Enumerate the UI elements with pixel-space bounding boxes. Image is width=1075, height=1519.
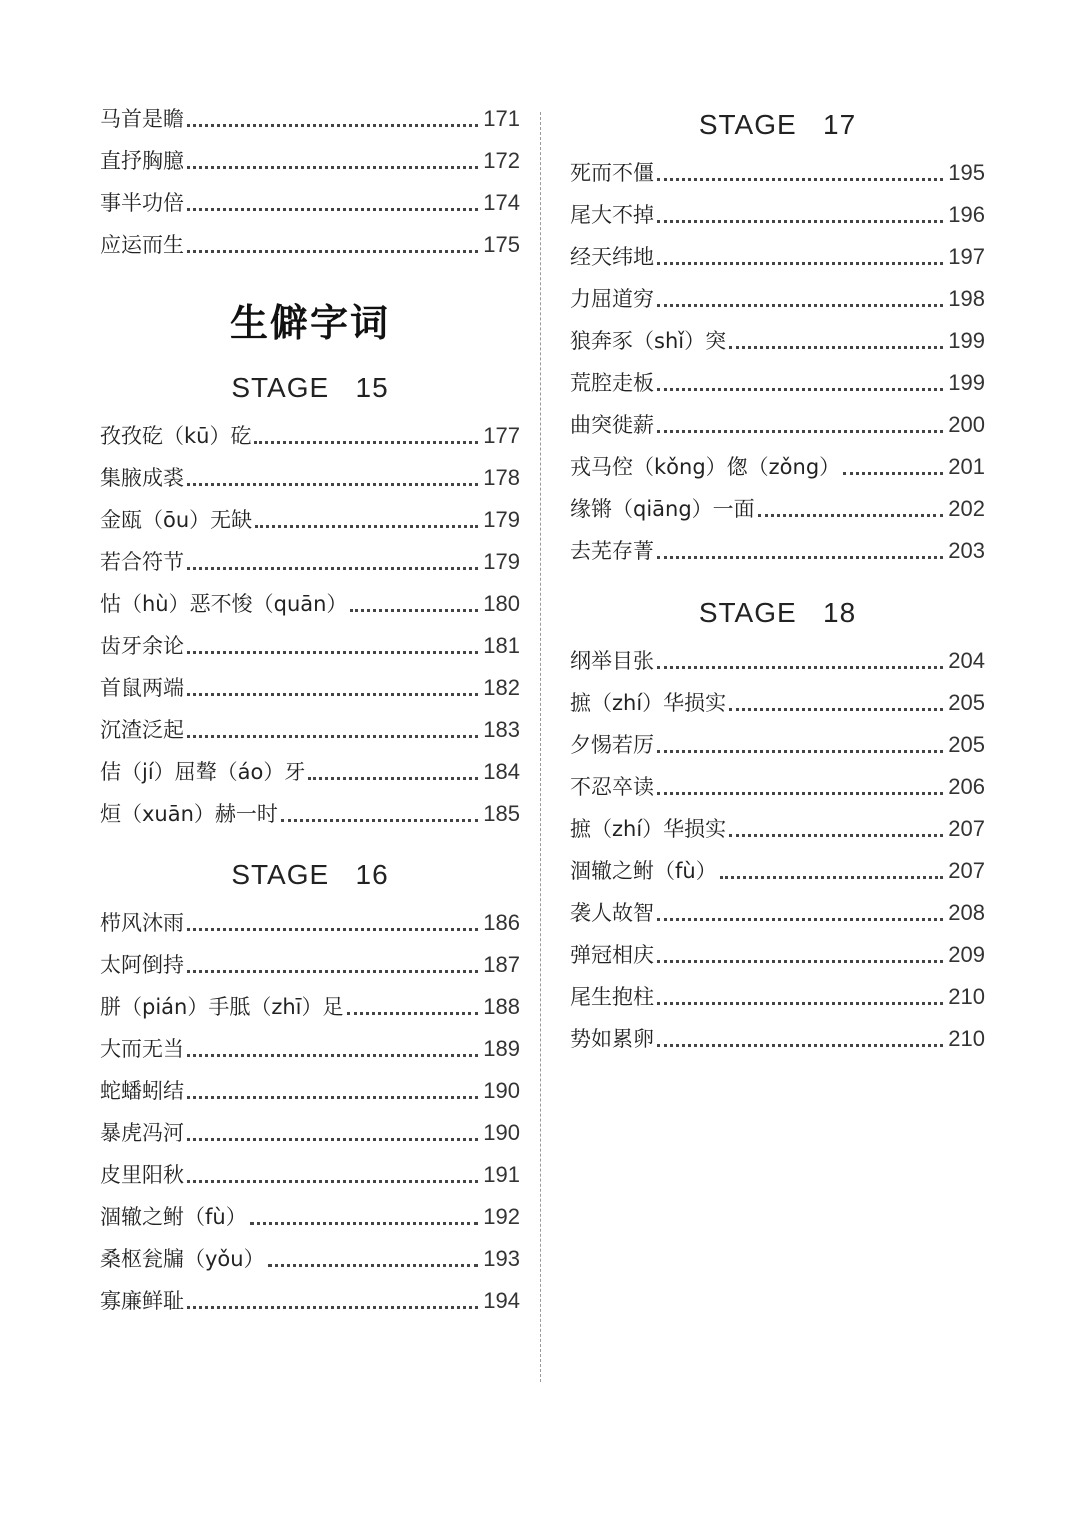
entry-page-number: 203 xyxy=(948,538,985,563)
entry-title: 桑枢瓮牖（yǒu） xyxy=(100,1247,265,1271)
entry-page-number: 207 xyxy=(948,858,985,883)
entry-title: 皮里阳秋 xyxy=(100,1163,184,1187)
entry-title: 势如累卵 xyxy=(570,1027,654,1051)
entry-page-number: 209 xyxy=(948,942,985,967)
dot-leader xyxy=(250,1222,479,1225)
entry-title: 孜孜矻（kū）矻 xyxy=(100,424,252,448)
toc-entry[interactable] xyxy=(100,799,520,829)
entry-title: 太阿倒持 xyxy=(100,953,184,977)
entry-page-number: 205 xyxy=(948,732,985,757)
entry-page-number: 177 xyxy=(483,423,520,448)
entry-title: 事半功倍 xyxy=(100,191,184,215)
entry-page-number: 175 xyxy=(483,232,520,257)
section-title: 生僻字词 xyxy=(229,301,390,345)
toc-entry[interactable] xyxy=(100,757,520,787)
toc-entry[interactable] xyxy=(100,589,520,619)
entry-title: 荒腔走板 xyxy=(570,371,654,395)
entry-title: 直抒胸臆 xyxy=(100,149,184,173)
toc-entry[interactable] xyxy=(100,1202,520,1232)
dot-leader xyxy=(657,178,943,181)
entry-title: 狼奔豕（shǐ）突 xyxy=(570,329,727,353)
toc-entry[interactable] xyxy=(100,1244,520,1274)
entry-title: 首鼠两端 xyxy=(100,676,184,700)
dot-leader xyxy=(187,250,478,253)
entry-title: 蛇蟠蚓结 xyxy=(100,1079,184,1103)
dot-leader xyxy=(187,928,478,931)
toc-entry[interactable] xyxy=(570,452,985,482)
dot-leader xyxy=(657,556,943,559)
dot-leader xyxy=(187,124,478,127)
entry-title: 应运而生 xyxy=(100,233,184,257)
entry-page-number: 210 xyxy=(948,1026,985,1051)
toc-entry[interactable] xyxy=(100,1160,520,1190)
entry-page-number: 185 xyxy=(483,801,520,826)
toc-entry[interactable] xyxy=(100,1286,520,1316)
dot-leader xyxy=(187,483,478,486)
entry-title: 纲举目张 xyxy=(570,649,654,673)
toc-entry[interactable] xyxy=(100,547,520,577)
dot-leader xyxy=(657,918,943,921)
entry-page-number: 208 xyxy=(948,900,985,925)
dot-leader xyxy=(657,960,943,963)
stage-18-heading: STAGE 18 xyxy=(698,597,857,628)
entry-page-number: 205 xyxy=(948,690,985,715)
entry-page-number: 210 xyxy=(948,984,985,1009)
dot-leader xyxy=(187,651,478,654)
toc-entry[interactable] xyxy=(570,688,985,718)
entry-title: 袭人故智 xyxy=(570,901,654,925)
dot-leader xyxy=(720,876,944,879)
toc-entry[interactable] xyxy=(570,856,985,886)
dot-leader xyxy=(657,1002,943,1005)
toc-entry[interactable] xyxy=(570,982,985,1012)
dot-leader xyxy=(187,166,478,169)
toc-entry[interactable] xyxy=(100,463,520,493)
entry-title: 尾大不掉 xyxy=(570,203,654,227)
entry-page-number: 174 xyxy=(483,190,520,215)
entry-title: 涸辙之鲋（fù） xyxy=(100,1205,247,1229)
entry-title: 栉风沐雨 xyxy=(100,911,184,935)
entry-page-number: 189 xyxy=(483,1036,520,1061)
dot-leader xyxy=(657,304,943,307)
entry-page-number: 195 xyxy=(948,160,985,185)
entry-title: 缘锵（qiāng）一面 xyxy=(570,497,755,521)
stage-15-heading: STAGE 15 xyxy=(231,372,389,403)
entry-page-number: 198 xyxy=(948,286,985,311)
entry-page-number: 199 xyxy=(948,370,985,395)
entry-page-number: 206 xyxy=(948,774,985,799)
toc-entry[interactable] xyxy=(100,188,520,218)
dot-leader xyxy=(268,1264,479,1267)
dot-leader xyxy=(254,441,478,444)
toc-entry[interactable] xyxy=(570,368,985,398)
toc-entry[interactable] xyxy=(570,730,985,760)
toc-entry[interactable] xyxy=(100,1076,520,1106)
entry-page-number: 190 xyxy=(483,1078,520,1103)
toc-entry[interactable] xyxy=(100,673,520,703)
dot-leader xyxy=(255,525,478,528)
entry-page-number: 186 xyxy=(483,910,520,935)
entry-page-number: 171 xyxy=(483,106,520,131)
entry-page-number: 187 xyxy=(483,952,520,977)
entry-page-number: 183 xyxy=(483,717,520,742)
entry-title: 戎马倥（kǒng）偬（zǒng） xyxy=(570,455,841,479)
entry-title: 沉渣泛起 xyxy=(100,718,184,742)
toc-entry[interactable] xyxy=(100,421,520,451)
entry-title: 金瓯（ōu）无缺 xyxy=(100,508,253,532)
entry-title: 力屈道穷 xyxy=(570,287,654,311)
toc-entry[interactable] xyxy=(570,814,985,844)
entry-title: 烜（xuān）赫一时 xyxy=(100,802,278,826)
entry-page-number: 181 xyxy=(483,633,520,658)
entry-title: 佶（jí）屈聱（áo）牙 xyxy=(100,760,306,784)
entry-page-number: 193 xyxy=(483,1246,520,1271)
entry-title: 马首是瞻 xyxy=(100,107,184,131)
entry-page-number: 200 xyxy=(948,412,985,437)
toc-entry[interactable] xyxy=(570,898,985,928)
dot-leader xyxy=(187,567,478,570)
dot-leader xyxy=(187,1096,478,1099)
dot-leader xyxy=(657,388,943,391)
entry-page-number: 179 xyxy=(483,549,520,574)
entry-page-number: 197 xyxy=(948,244,985,269)
entry-title: 摭（zhí）华损实 xyxy=(570,817,727,841)
toc-entry[interactable] xyxy=(570,158,985,188)
dot-leader xyxy=(657,792,943,795)
toc-entry[interactable] xyxy=(570,494,985,524)
entry-title: 去芜存菁 xyxy=(570,539,654,563)
toc-entry[interactable] xyxy=(100,230,520,260)
entry-page-number: 194 xyxy=(483,1288,520,1313)
dot-leader xyxy=(758,514,944,517)
toc-entry[interactable] xyxy=(570,940,985,970)
toc-entry[interactable] xyxy=(570,284,985,314)
toc-entry[interactable] xyxy=(570,200,985,230)
dot-leader xyxy=(281,819,478,822)
toc-entry[interactable] xyxy=(570,536,985,566)
entry-page-number: 192 xyxy=(483,1204,520,1229)
dot-leader xyxy=(657,430,943,433)
stage-16-heading: STAGE 16 xyxy=(231,859,389,890)
toc-entry[interactable] xyxy=(100,1118,520,1148)
entry-title: 若合符节 xyxy=(100,550,184,574)
dot-leader xyxy=(657,262,943,265)
dot-leader xyxy=(350,609,478,612)
column-divider xyxy=(540,112,541,1382)
dot-leader xyxy=(657,750,943,753)
entry-title: 怙（hù）恶不悛（quān） xyxy=(100,592,348,616)
toc-entry[interactable] xyxy=(100,631,520,661)
entry-page-number: 182 xyxy=(483,675,520,700)
entry-title: 寡廉鲜耻 xyxy=(100,1289,184,1313)
dot-leader xyxy=(187,1180,478,1183)
dot-leader xyxy=(729,346,943,349)
entry-title: 暴虎冯河 xyxy=(100,1121,184,1145)
dot-leader xyxy=(729,834,943,837)
entry-page-number: 172 xyxy=(483,148,520,173)
toc-entry[interactable] xyxy=(100,992,520,1022)
dot-leader xyxy=(187,1306,478,1309)
toc-entry[interactable] xyxy=(100,950,520,980)
dot-leader xyxy=(657,1044,943,1047)
entry-title: 弹冠相庆 xyxy=(570,943,654,967)
entry-page-number: 179 xyxy=(483,507,520,532)
entry-page-number: 178 xyxy=(483,465,520,490)
dot-leader xyxy=(347,1012,479,1015)
entry-title: 涸辙之鲋（fù） xyxy=(570,859,717,883)
entry-title: 集腋成裘 xyxy=(100,466,184,490)
dot-leader xyxy=(843,472,943,475)
entry-page-number: 190 xyxy=(483,1120,520,1145)
toc-entry[interactable] xyxy=(100,146,520,176)
toc-entry[interactable] xyxy=(100,908,520,938)
toc-entry[interactable] xyxy=(570,646,985,676)
entry-page-number: 180 xyxy=(483,591,520,616)
dot-leader xyxy=(657,666,943,669)
dot-leader xyxy=(187,735,478,738)
entry-title: 夕惕若厉 xyxy=(570,733,654,757)
dot-leader xyxy=(187,693,478,696)
stage-17-heading: STAGE 17 xyxy=(698,109,857,140)
dot-leader xyxy=(657,220,943,223)
entry-title: 死而不僵 xyxy=(570,161,654,185)
dot-leader xyxy=(729,708,943,711)
dot-leader xyxy=(308,777,478,780)
entry-title: 摭（zhí）华损实 xyxy=(570,691,727,715)
dot-leader xyxy=(187,1054,478,1057)
entry-page-number: 188 xyxy=(483,994,520,1019)
entry-title: 胼（pián）手胝（zhī）足 xyxy=(100,995,344,1019)
toc-entry[interactable] xyxy=(570,772,985,802)
entry-page-number: 196 xyxy=(948,202,985,227)
toc-entry[interactable] xyxy=(570,242,985,272)
entry-title: 齿牙余论 xyxy=(100,634,184,658)
entry-title: 不忍卒读 xyxy=(570,775,654,799)
toc-entry[interactable] xyxy=(100,715,520,745)
toc-entry[interactable] xyxy=(570,1024,985,1054)
toc-entry[interactable] xyxy=(100,505,520,535)
entry-title: 大而无当 xyxy=(100,1037,184,1061)
entry-page-number: 204 xyxy=(948,648,985,673)
entry-page-number: 184 xyxy=(483,759,520,784)
toc-entry[interactable] xyxy=(100,1034,520,1064)
entry-page-number: 201 xyxy=(948,454,985,479)
toc-entry[interactable] xyxy=(570,326,985,356)
dot-leader xyxy=(187,208,478,211)
entry-page-number: 199 xyxy=(948,328,985,353)
entry-title: 曲突徙薪 xyxy=(570,413,654,437)
toc-entry[interactable] xyxy=(570,410,985,440)
entry-title: 经天纬地 xyxy=(570,245,654,269)
entry-page-number: 202 xyxy=(948,496,985,521)
dot-leader xyxy=(187,970,478,973)
entry-page-number: 207 xyxy=(948,816,985,841)
entry-page-number: 191 xyxy=(483,1162,520,1187)
entry-title: 尾生抱柱 xyxy=(570,985,654,1009)
toc-entry[interactable] xyxy=(100,104,520,134)
dot-leader xyxy=(187,1138,478,1141)
